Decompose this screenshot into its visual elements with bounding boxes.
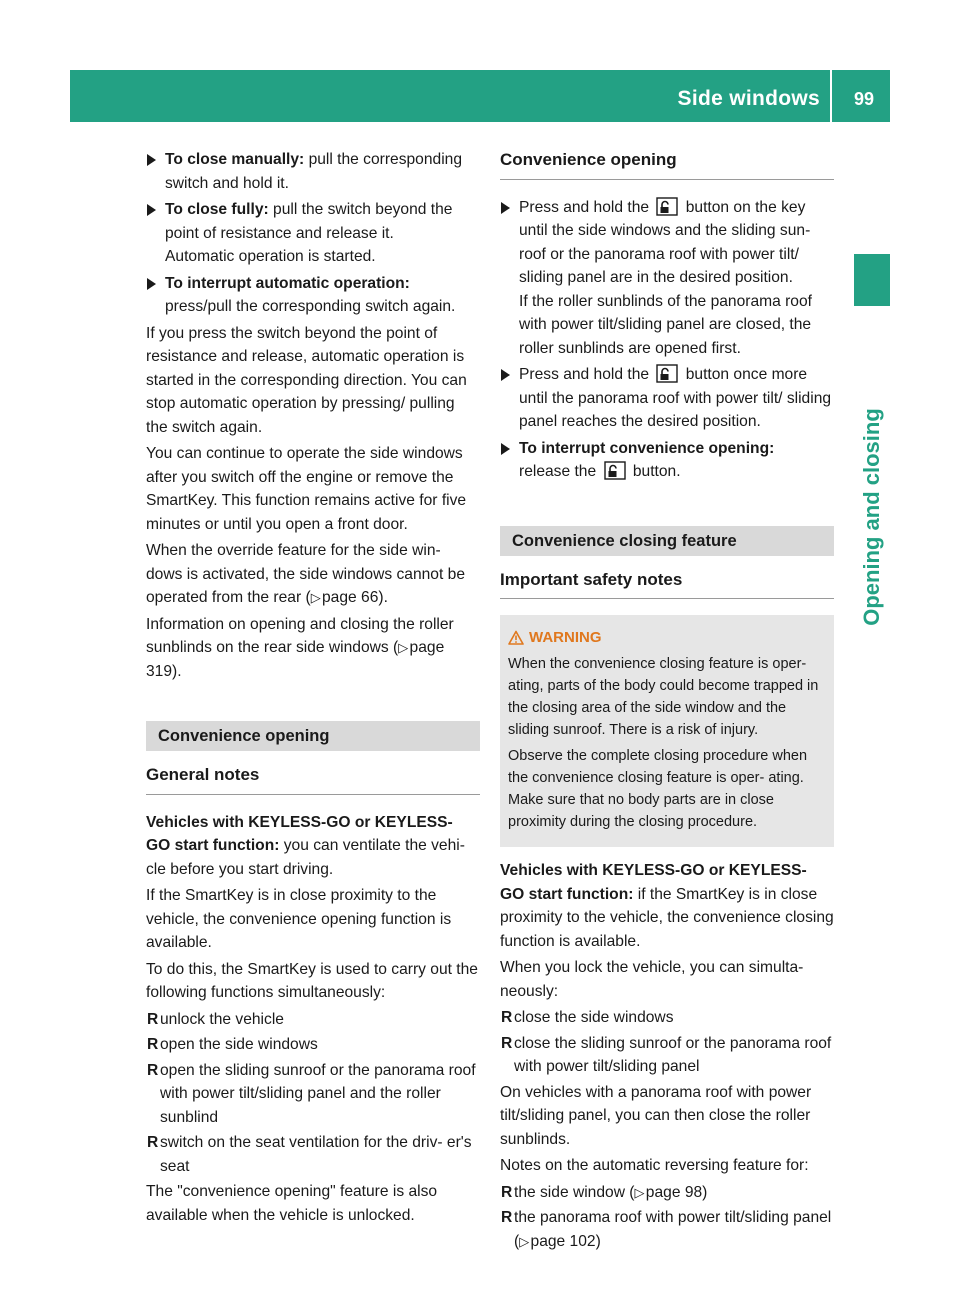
xref-arrow-icon: ▷ <box>634 1184 645 1200</box>
step-arrow-icon <box>147 278 156 290</box>
page-reference[interactable]: page 102 <box>530 1232 596 1250</box>
paragraph: Vehicles with KEYLESS-GO or KEYLESS- GO start function: if the SmartKey is in close proximity to the vehicle, the convenience closing function is available. <box>500 862 834 950</box>
paragraph: When the override feature for the side win- dows is activated, the side windows cannot be operated from the rear (▷ page 66). <box>146 542 465 606</box>
right-column <box>500 148 834 1255</box>
step-press-unlock: Press and hold the button on the key until the side windows and the sliding sun- roof or the panorama roof with power tilt/ sliding panel are in the desired position. If the roller sunblinds of the panorama roof with power tilt/sliding panel are closed, the roller sunblinds are opened first. <box>500 196 834 361</box>
section-heading: Convenience opening <box>146 721 480 751</box>
step-arrow-icon <box>147 154 156 166</box>
page-reference[interactable]: page 66 <box>322 589 379 606</box>
list-item: R the panorama roof with power tilt/sliding panel (▷ page 102) <box>501 1209 832 1250</box>
paragraph: If the SmartKey is in close proximity to the vehicle, the convenience opening function is available. <box>146 887 452 951</box>
page-reference[interactable]: page 319 <box>146 639 445 680</box>
step-arrow-icon <box>501 443 510 455</box>
step-interrupt-automatic: To interrupt automatic operation: press/pull the corresponding switch again. <box>146 272 480 319</box>
subheading: General notes <box>146 763 480 795</box>
paragraph: Information on opening and closing the roller sunblinds on the rear side windows (▷ page 319). <box>146 615 454 680</box>
section-heading: Convenience closing feature <box>500 526 834 556</box>
chapter-label <box>853 312 891 722</box>
unlock-key-icon <box>604 461 626 480</box>
paragraph: When you lock the vehicle, you can simulta- neously: <box>500 959 804 1000</box>
warning-box <box>500 615 834 847</box>
xref-arrow-icon: ▷ <box>519 1233 530 1249</box>
chapter-label-text: Opening and closing <box>859 408 884 626</box>
list-item: R close the side windows <box>501 1009 674 1026</box>
xref-arrow-icon: ▷ <box>310 590 321 605</box>
list-item: R switch on the seat ventilation for the driv- er's seat <box>147 1134 472 1175</box>
step-arrow-icon <box>501 202 510 214</box>
paragraph: The "convenience opening" feature is also available when the vehicle is unlocked. <box>146 1183 438 1224</box>
step-arrow-icon <box>147 204 156 216</box>
list-item: R close the sliding sunroof or the panorama roof with power tilt/sliding panel <box>501 1034 832 1075</box>
subheading: Convenience opening <box>500 148 834 180</box>
header-bar <box>70 70 890 122</box>
step-interrupt-convenience: To interrupt convenience opening: release the button. <box>500 437 834 484</box>
page-reference[interactable]: page 98 <box>645 1183 703 1201</box>
list-item: R unlock the vehicle <box>147 1010 284 1028</box>
paragraph: To do this, the SmartKey is used to carry out the following functions simultaneously: <box>146 960 478 1001</box>
chapter-tab <box>854 254 890 306</box>
warning-title: WARNING <box>508 627 826 649</box>
paragraph: Vehicles with KEYLESS-GO or KEYLESS- GO start function: you can ventilate the vehi- cle before you start driving. <box>146 813 465 878</box>
paragraph: On vehicles with a panorama roof with power tilt/sliding panel, you can then close the roller sunblinds. <box>500 1083 812 1148</box>
paragraph: You can continue to operate the side windows after you switch off the engine or remove the SmartKey. This function remains active for five minutes or until you open a front door. <box>146 445 467 533</box>
warning-text: When the convenience closing feature is oper- ating, parts of the body could become trapped in the closing area of the side window and the sliding sunroof. There is a risk of injury. <box>508 656 819 738</box>
step-close-fully: To close fully: pull the switch beyond the point of resistance and release it. Automatic operation is started. <box>146 198 480 269</box>
step-close-manually: To close manually: pull the corresponding switch and hold it. <box>146 148 480 195</box>
list-item: R open the side windows <box>147 1036 318 1053</box>
paragraph: Notes on the automatic reversing feature for: <box>500 1157 809 1174</box>
warning-text: Observe the complete closing procedure when the convenience closing feature is oper- ating. Make sure that no body parts are in close proximity during the closing procedure. <box>508 748 808 830</box>
step-arrow-icon <box>501 369 510 381</box>
list-item: R open the sliding sunroof or the panorama roof with power tilt/sliding panel and the roller sunblind <box>147 1061 476 1126</box>
subheading: Important safety notes <box>500 568 834 600</box>
page-number: 99 <box>853 89 874 109</box>
page-title: Side windows <box>677 87 820 110</box>
step-press-unlock-again: Press and hold the button once more until the panorama roof with power tilt/ sliding panel reaches the desired position. <box>500 363 834 434</box>
unlock-key-icon <box>656 364 678 383</box>
paragraph: If you press the switch beyond the point of resistance and release, automatic operation is started in the corresponding direction. You can stop automatic operation by pressing/ pulling the switch again. <box>146 324 467 436</box>
warning-triangle-icon <box>508 630 524 645</box>
xref-arrow-icon: ▷ <box>398 640 409 655</box>
header-separator <box>830 70 832 122</box>
list-item: R the side window (▷ page 98) <box>501 1183 708 1201</box>
unlock-key-icon <box>656 197 678 216</box>
left-column <box>146 148 480 1230</box>
